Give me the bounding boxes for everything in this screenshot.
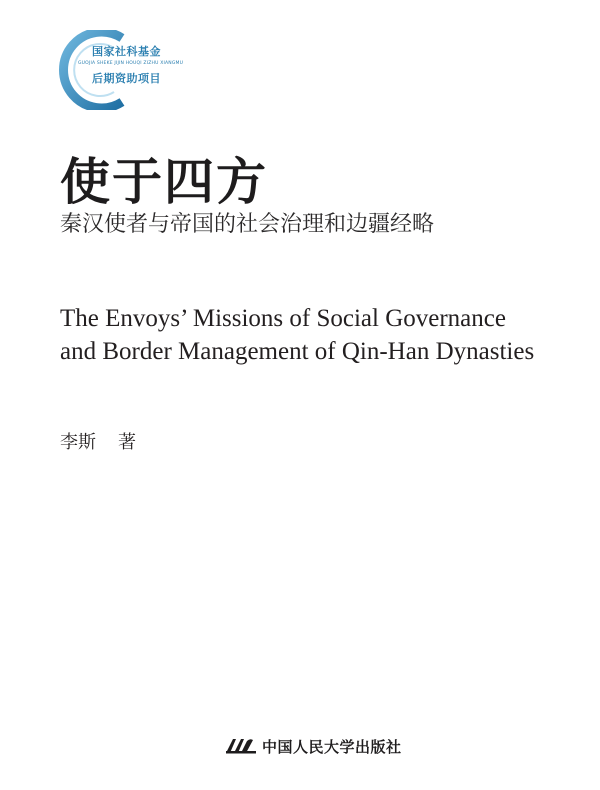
seal-title: 国家社科基金: [92, 45, 161, 58]
seal-subtitle: 后期资助项目: [92, 72, 161, 85]
book-title-en: [60, 302, 580, 368]
book-subtitle-cn: 秦汉使者与帝国的社会治理和边疆经略: [60, 212, 435, 237]
author-name: 李斯: [60, 432, 96, 453]
publisher-name: 中国人民大学出版社: [262, 738, 402, 756]
title-en-line-2: and Border Management of Qin-Han Dynasties: [60, 338, 535, 365]
fund-seal: [56, 30, 186, 110]
book-title-cn: 使于四方: [60, 152, 268, 211]
author-role: 著: [118, 432, 136, 453]
title-en-line-1: The Envoys’ Missions of Social Governance: [60, 305, 506, 332]
author-line: [60, 428, 136, 454]
publisher-logo-icon: [224, 737, 258, 755]
seal-pinyin: GUOJIA SHEKE JIJIN HOUQI ZIZHU XIANGMU: [78, 61, 184, 66]
